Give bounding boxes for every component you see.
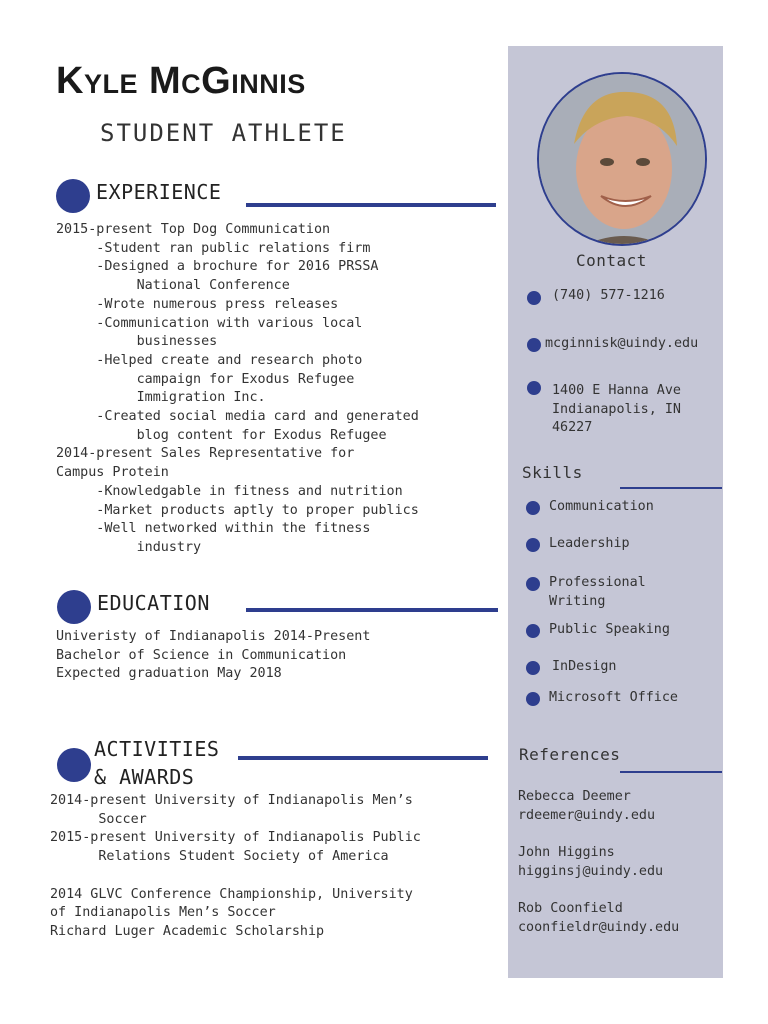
experience-heading: EXPERIENCE — [96, 180, 222, 204]
experience-line: -Created social media card and generated — [56, 409, 419, 425]
contact-email: mcginnisk@uindy.edu — [545, 336, 699, 351]
activities-line: 2014-present University of Indianapolis Men’s — [50, 793, 413, 808]
references-divider — [620, 771, 722, 773]
reference-email: rdeemer@uindy.edu — [518, 808, 656, 823]
education-content — [56, 628, 370, 684]
experience-line: -Student ran public relations firm — [56, 240, 371, 256]
skill-bullet-icon — [526, 624, 540, 638]
experience-line: -Communication with various local — [56, 315, 363, 331]
activities-line: Relations Student Society of America — [50, 849, 389, 865]
experience-divider — [246, 203, 496, 207]
experience-line: Immigration Inc. — [56, 390, 266, 406]
skill-item: Professional Writing — [549, 575, 646, 609]
experience-line: -Wrote numerous press releases — [56, 296, 339, 312]
activities-heading-line2: & AWARDS — [94, 765, 195, 789]
experience-content — [56, 221, 419, 558]
activities-line: 2015-present University of Indianapolis Public — [50, 830, 421, 846]
experience-line: -Market products aptly to proper publics — [56, 502, 419, 518]
experience-line: 2014-present Sales Representative for — [56, 446, 355, 462]
activities-line: 2014 GLVC Conference Championship, University — [50, 886, 413, 902]
experience-line: businesses — [56, 334, 218, 350]
education-line: Expected graduation May 2018 — [56, 666, 282, 682]
skills-heading: Skills — [522, 463, 583, 482]
experience-line: National Conference — [56, 278, 290, 294]
experience-line: 2015-present Top Dog Communication — [56, 222, 331, 237]
experience-line: blog content for Exodus Refugee — [56, 427, 387, 443]
activities-line — [50, 867, 421, 886]
experience-line: Campus Protein — [56, 465, 169, 481]
experience-line: campaign for Exodus Refugee — [56, 371, 355, 387]
skills-divider — [620, 487, 722, 489]
experience-line: -Designed a brochure for 2016 PRSSA — [56, 259, 379, 275]
skill-item: InDesign — [552, 659, 617, 674]
reference-email: higginsj@uindy.edu — [518, 864, 664, 879]
experience-line: -Well networked within the fitness — [56, 521, 371, 537]
activities-bullet-icon — [57, 748, 91, 782]
experience-line: -Knowledgable in fitness and nutrition — [56, 483, 403, 499]
skill-bullet-icon — [526, 661, 540, 675]
experience-line: industry — [56, 539, 202, 555]
activities-content — [50, 792, 421, 942]
education-line: Univeristy of Indianapolis 2014-Present — [56, 629, 371, 644]
experience-line: -Helped create and research photo — [56, 352, 363, 368]
activities-line: Soccer — [50, 811, 147, 827]
email-bullet-icon — [527, 338, 541, 352]
profile-photo-placeholder-icon — [539, 74, 707, 246]
profile-photo — [537, 72, 707, 246]
experience-bullet-icon — [56, 179, 90, 213]
contact-address: 1400 E Hanna Ave Indianapolis, IN 46227 — [552, 383, 681, 436]
reference-name: John Higgins — [518, 845, 615, 860]
education-line: Bachelor of Science in Communication — [56, 647, 347, 663]
references-heading: References — [519, 745, 621, 764]
activities-heading-line1: ACTIVITIES — [94, 737, 220, 761]
skill-bullet-icon — [526, 577, 540, 591]
reference-name: Rob Coonfield — [518, 901, 623, 916]
skill-item: Leadership — [549, 536, 630, 551]
skill-item: Public Speaking — [549, 622, 670, 637]
education-divider — [246, 608, 498, 612]
activities-line: of Indianapolis Men’s Soccer — [50, 905, 276, 921]
skill-bullet-icon — [526, 538, 540, 552]
contact-heading: Contact — [576, 251, 647, 270]
job-title: STUDENT ATHLETE — [100, 119, 347, 147]
reference-email: coonfieldr@uindy.edu — [518, 920, 680, 935]
contact-phone: (740) 577-1216 — [552, 288, 665, 303]
skill-bullet-icon — [526, 501, 540, 515]
phone-bullet-icon — [527, 291, 541, 305]
skill-bullet-icon — [526, 692, 540, 706]
skill-item: Communication — [549, 499, 654, 514]
skill-item: Microsoft Office — [549, 690, 678, 705]
address-bullet-icon — [527, 381, 541, 395]
activities-line: Richard Luger Academic Scholarship — [50, 923, 325, 939]
education-heading: EDUCATION — [97, 591, 210, 615]
candidate-name: Kyle McGinnis — [56, 60, 306, 102]
reference-name: Rebecca Deemer — [518, 789, 631, 804]
activities-divider — [238, 756, 488, 760]
education-bullet-icon — [57, 590, 91, 624]
